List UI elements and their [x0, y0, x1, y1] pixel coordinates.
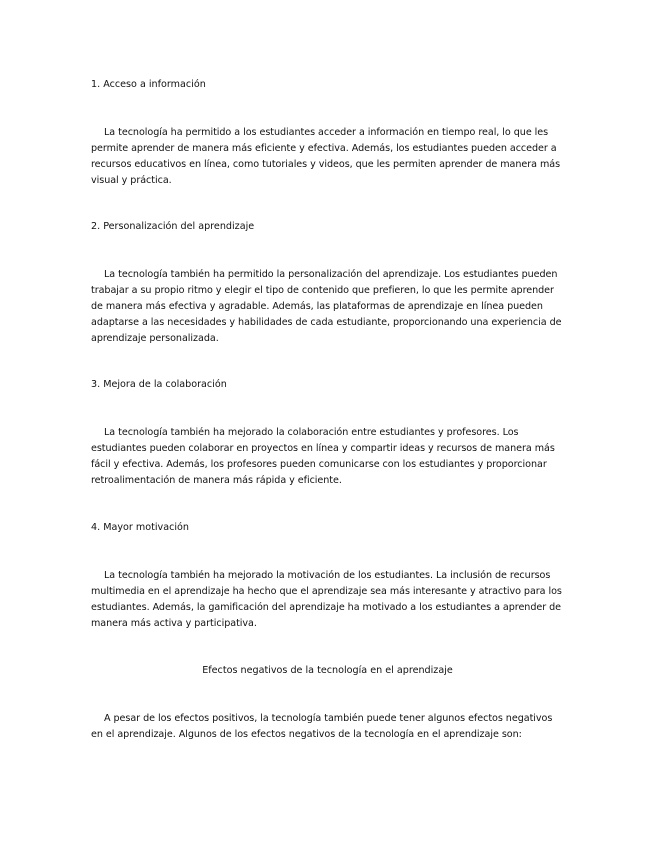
section-heading-personalizacion: 2. Personalización del aprendizaje	[91, 221, 255, 232]
section-heading-acceso: 1. Acceso a información	[91, 79, 206, 90]
section-body-motivacion: La tecnología también ha mejorado la motivación de los estudiantes. La inclusión de recursos multimedia en el aprendizaje ha hecho que el aprendizaje sea más interesante y atractivo para los estudiantes. Además, la gamificación del aprendizaje ha motivado a los estudiantes a aprender de manera más activa y participativa.	[91, 570, 562, 629]
negative-effects-title: Efectos negativos de la tecnología en el aprendizaje	[202, 665, 453, 676]
section-heading-colaboracion: 3. Mejora de la colaboración	[91, 379, 227, 390]
section-body-colaboracion: La tecnología también ha mejorado la colaboración entre estudiantes y profesores. Los estudiantes pueden colaborar en proyectos en línea y compartir ideas y recursos de manera más fácil y efectiva. Además, los profesores pueden comunicarse con los estudiantes y proporcionar retroalimentación de manera más rápida y eficiente.	[91, 427, 555, 486]
section-body-acceso: La tecnología ha permitido a los estudiantes acceder a información en tiempo real, lo que les permite aprender de manera más eficiente y efectiva. Además, los estudiantes pueden acceder a recursos educativos en línea, como tutoriales y videos, que les permiten aprender de manera más visual y práctica.	[91, 127, 561, 186]
negative-effects-intro: A pesar de los efectos positivos, la tecnología también puede tener algunos efectos negativos en el aprendizaje. Algunos de los efectos negativos de la tecnología en el aprendizaje son:	[91, 713, 553, 740]
section-heading-motivacion: 4. Mayor motivación	[91, 522, 189, 533]
section-body-personalizacion: La tecnología también ha permitido la personalización del aprendizaje. Los estudiantes pueden trabajar a su propio ritmo y elegir el tipo de contenido que prefieren, lo que les permite aprender de manera más efectiva y agradable. Además, las plataformas de aprendizaje en línea pueden adaptarse a las necesidades y habilidades de cada estudiante, proporcionando una experiencia de aprendizaje personalizada.	[91, 269, 562, 344]
